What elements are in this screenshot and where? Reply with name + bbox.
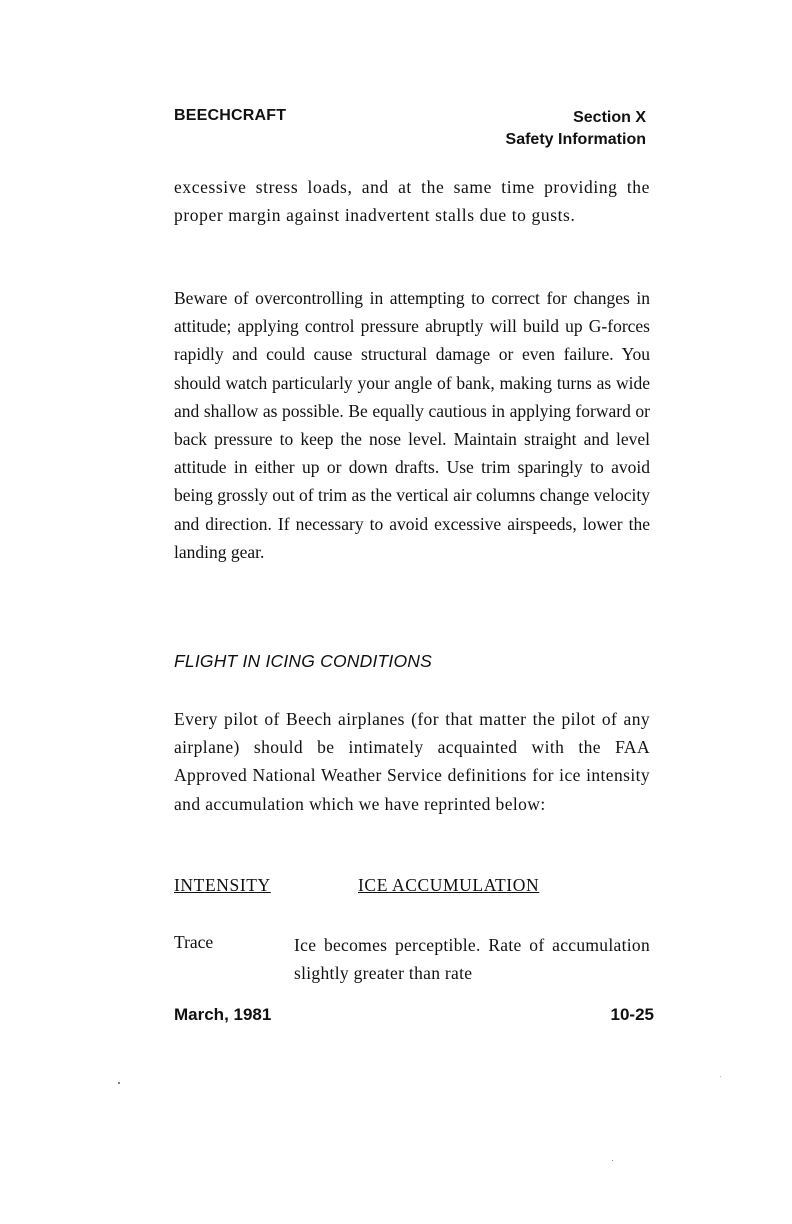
header-section-block (506, 107, 646, 151)
paragraph-gust-loads: excessive stress loads, and at the same time providing the proper margin against inadvertent stalls due to gusts. (174, 177, 650, 226)
table-header-intensity: INTENSITY (174, 875, 271, 895)
footer-date: March, 1981 (174, 1005, 272, 1024)
scan-speck (118, 1082, 120, 1084)
paragraph-overcontrolling: Beware of overcontrolling in attempting to correct for changes in attitude; applying control pressure abruptly will build up G-forces rapidly and could cause structural damage or even failure. You should watch particularly your angle of bank, making turns as wide and shallow as possible. Be equally cautious in applying forward or back pressure to keep the nose level. Maintain straight and level attitude in either up or down drafts. Use trim sparingly to avoid being grossly out of trim as the vertical air columns change velocity and direction. If necessary to avoid excessive airspeeds, lower the landing gear. (174, 288, 650, 562)
scan-speck (720, 1076, 721, 1077)
footer-page-number: 10-25 (610, 1005, 654, 1024)
header-subsection: Safety Information (505, 131, 646, 148)
scan-speck (612, 1160, 613, 1161)
paragraph-icing-definitions: Every pilot of Beech airplanes (for that matter the pilot of any airplane) should be intimately acquainted with the FAA Approved National Weather Service definitions for ice intensity and accumulation which we have reprinted below: (174, 709, 650, 814)
header-manufacturer: BEECHCRAFT (174, 107, 287, 124)
header-section: Section X (573, 109, 646, 126)
table-row-definition: Ice becomes perceptible. Rate of accumulation slightly greater than rate (294, 935, 650, 983)
table-header-ice-accumulation: ICE ACCUMULATION (358, 875, 540, 895)
section-heading-icing: FLIGHT IN ICING CONDITIONS (174, 651, 432, 671)
table-row-term: Trace (174, 932, 214, 952)
